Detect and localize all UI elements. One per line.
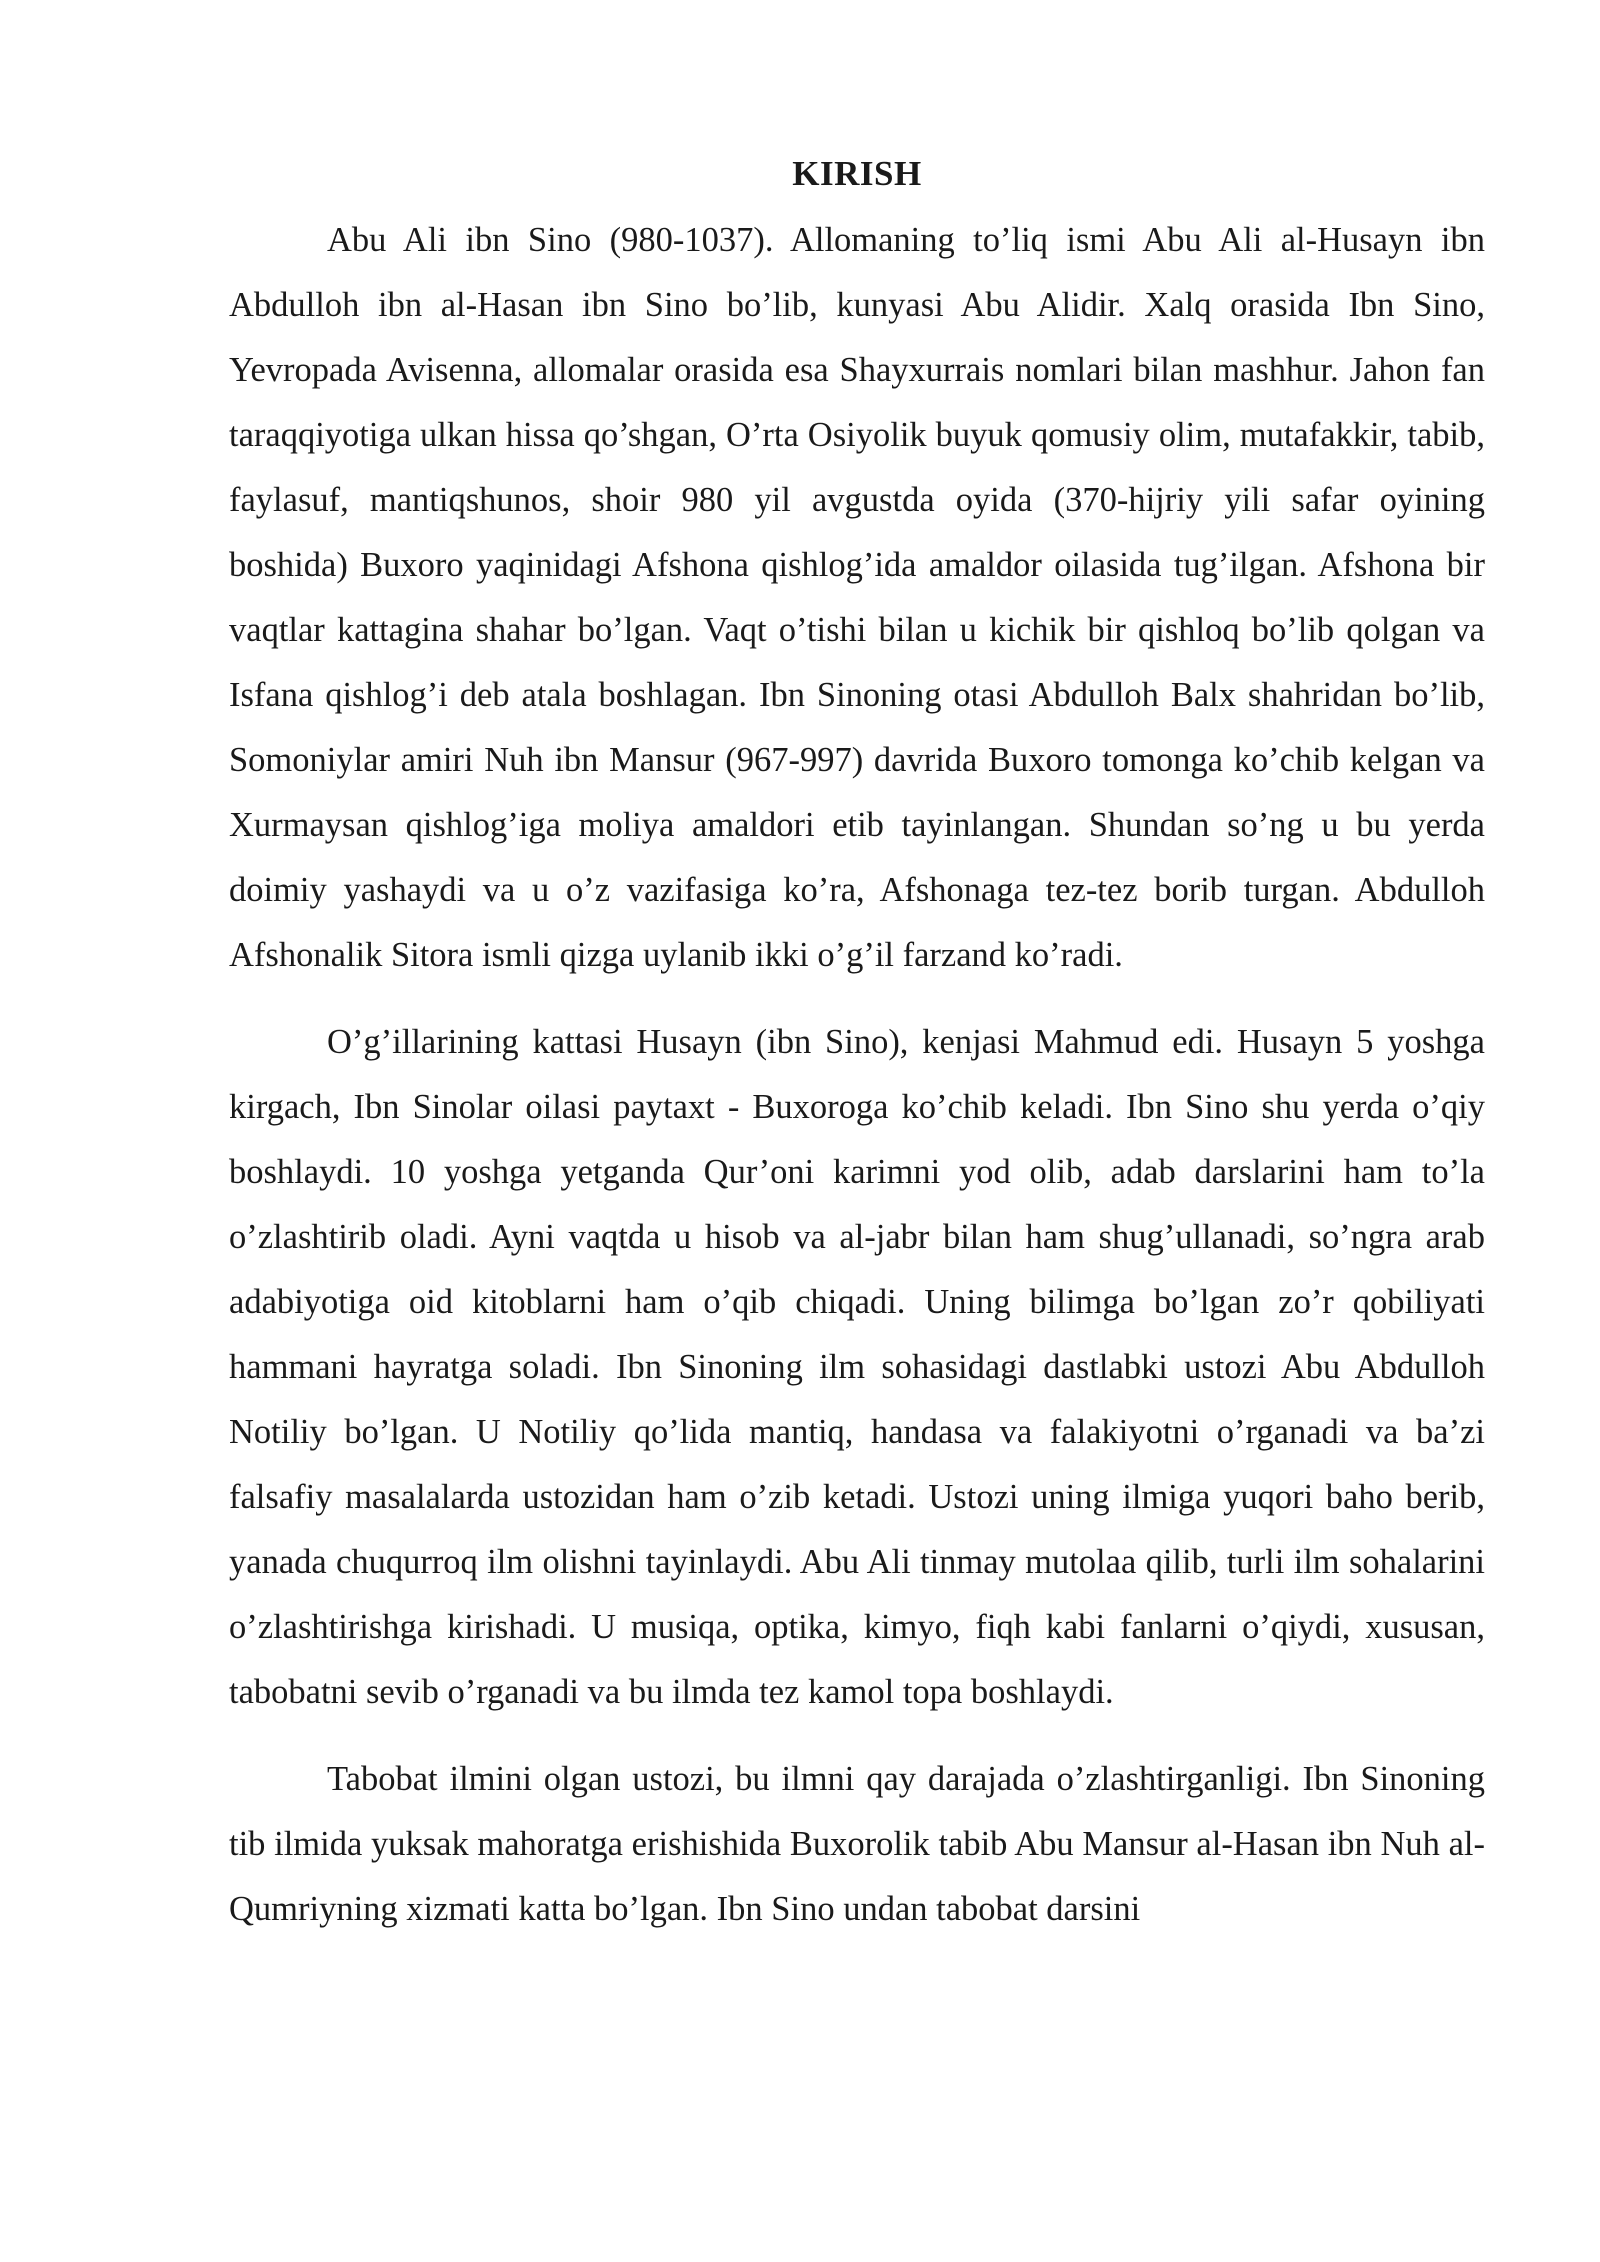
page-content: [229, 148, 1485, 1942]
paragraph-2: O’g’illarining kattasi Husayn (ibn Sino), kenjasi Mahmud edi. Husayn 5 yoshga kirgach, Ibn Sinolar oilasi paytaxt - Buxoroga ko’chib keladi. Ibn Sino shu yerda o’qiy boshlaydi. 10 yoshga yetganda Qur’oni karimni yod olib, adab darslarini ham to’la o’zlashtirib oladi. Ayni vaqtda u hisob va al-jabr bilan ham shug’ullanadi, so’ngra arab adabiyotiga oid kitoblarni ham o’qib chiqadi. Uning bilimga bo’lgan zo’r qobiliyati hammani hayratga soladi. Ibn Sinoning ilm sohasidagi dastlabki ustozi Abu Abdulloh Notiliy bo’lgan. U Notiliy qo’lida mantiq, handasa va falakiyotni o’rganadi va ba’zi falsafiy masalalarda ustozidan ham o’zib ketadi. Ustozi uning ilmiga yuqori baho berib, yanada chuqurroq ilm olishni tayinlaydi. Abu Ali tinmay mutolaa qilib, turli ilm sohalarini o’zlashtirishga kirishadi. U musiqa, optika, kimyo, fiqh kabi fanlarni o’qiydi, xususan, tabobatni sevib o’rganadi va bu ilmda tez kamol topa boshlaydi.: [229, 1023, 1485, 1711]
page-title: KIRISH: [792, 154, 922, 193]
paragraph-1: Abu Ali ibn Sino (980-1037). Allomaning to’liq ismi Abu Ali al-Husayn ibn Abdulloh ibn al-Hasan ibn Sino bo’lib, kunyasi Abu Alidir. Xalq orasida Ibn Sino, Yevropada Avisenna, allomalar orasida esa Shayxurrais nomlari bilan mashhur. Jahon fan taraqqiyotiga ulkan hissa qo’shgan, O’rta Osiyolik buyuk qomusiy olim, mutafakkir, tabib, faylasuf, mantiqshunos, shoir 980 yil avgustda oyida (370-hijriy yili safar oyining boshida) Buxoro yaqinidagi Afshona qishlog’ida amaldor oilasida tug’ilgan. Afshona bir vaqtlar kattagina shahar bo’lgan. Vaqt o’tishi bilan u kichik bir qishloq bo’lib qolgan va Isfana qishlog’i deb atala boshlagan. Ibn Sinoning otasi Abdulloh Balx shahridan bo’lib, Somoniylar amiri Nuh ibn Mansur (967-997) davrida Buxoro tomonga ko’chib kelgan va Xurmaysan qishlog’iga moliya amaldori etib tayinlangan. Shundan so’ng u bu yerda doimiy yashaydi va u o’z vazifasiga ko’ra, Afshonaga tez-tez borib turgan. Abdulloh Afshonalik Sitora ismli qizga uylanib ikki o’g’il farzand ko’radi.: [229, 221, 1485, 974]
paragraph-3: Tabobat ilmini olgan ustozi, bu ilmni qay darajada o’zlashtirganligi. Ibn Sinoning tib ilmida yuksak mahoratga erishishida Buxorolik tabib Abu Mansur al-Hasan ibn Nuh al-Qumriyning xizmati katta bo’lgan. Ibn Sino undan tabobat darsini: [229, 1760, 1485, 1928]
